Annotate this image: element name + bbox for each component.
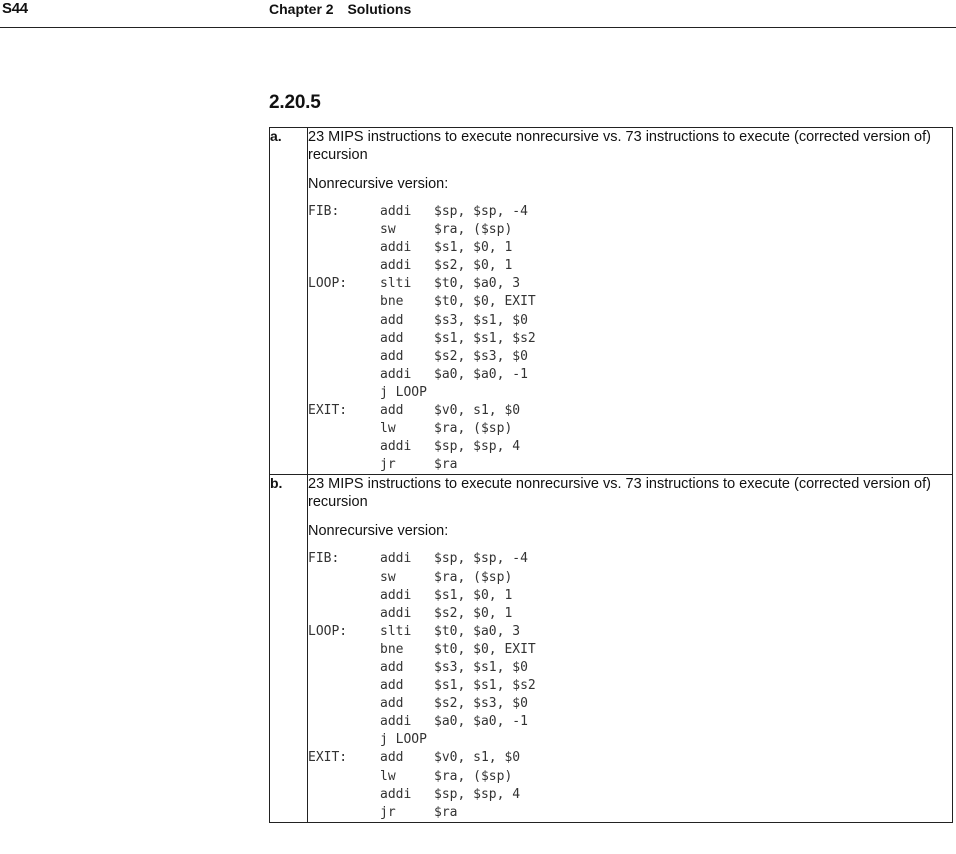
code-operands: $t0, $0, EXIT xyxy=(434,294,536,310)
code-line xyxy=(308,239,952,257)
version-label: Nonrecursive version: xyxy=(308,523,449,540)
code-label: FIB: xyxy=(308,551,340,567)
code-label xyxy=(308,768,380,786)
code-line xyxy=(308,587,952,605)
part-description: 23 MIPS instructions to execute nonrecursive vs. 73 instructions to execute (corrected version of) recursion xyxy=(308,129,931,163)
code-label: EXIT: xyxy=(308,403,348,419)
code-label xyxy=(308,293,380,311)
code-line xyxy=(308,366,952,384)
part-label: a. xyxy=(270,128,308,475)
code-label xyxy=(308,641,380,659)
code-operands: $ra, ($sp) xyxy=(434,768,513,784)
part-description: 23 MIPS instructions to execute nonrecursive vs. 73 instructions to execute (corrected version of) recursion xyxy=(308,476,931,511)
code-opcode: slti xyxy=(380,276,412,292)
code-line xyxy=(308,438,952,456)
code-opcode: addi xyxy=(380,587,412,603)
code-label: LOOP: xyxy=(308,276,348,292)
code-label xyxy=(308,239,380,257)
code-operands: $t0, $a0, 3 xyxy=(434,276,521,292)
code-opcode: lw xyxy=(380,421,396,437)
code-label xyxy=(308,695,380,713)
chapter-title: Solutions xyxy=(347,1,412,17)
code-operands: $ra, ($sp) xyxy=(434,421,513,437)
version-label: Nonrecursive version: xyxy=(308,176,449,192)
code-line xyxy=(308,641,952,659)
code-operands: $s3, $s1, $0 xyxy=(434,312,528,328)
code-label xyxy=(308,312,380,330)
code-label xyxy=(308,438,380,456)
code-line xyxy=(308,420,952,438)
code-line xyxy=(308,330,952,348)
code-line xyxy=(308,550,952,568)
code-opcode: addi xyxy=(380,204,412,219)
code-opcode: add xyxy=(380,659,404,675)
code-opcode: add xyxy=(380,312,404,328)
code-label xyxy=(308,456,380,474)
code-operands: $a0, $a0, -1 xyxy=(434,366,528,382)
section-heading: 2.20.5 xyxy=(269,92,321,113)
code-opcode: sw xyxy=(380,569,396,585)
code-opcode: addi xyxy=(380,551,412,567)
code-label xyxy=(308,713,380,731)
part-body xyxy=(308,128,953,475)
code-line xyxy=(308,623,952,641)
code-line xyxy=(308,312,952,330)
code-operands: $a0, $a0, -1 xyxy=(434,714,528,730)
code-operands: $v0, s1, $0 xyxy=(434,750,521,766)
code-opcode: addi xyxy=(380,786,412,802)
code-line xyxy=(308,257,952,275)
code-label: EXIT: xyxy=(308,750,348,766)
code-operands: $sp, $sp, -4 xyxy=(434,551,528,567)
code-opcode: j LOOP xyxy=(380,732,427,748)
code-line xyxy=(308,786,952,804)
code-label: FIB: xyxy=(308,204,340,219)
code-opcode: bne xyxy=(380,294,404,310)
part-row xyxy=(270,128,953,475)
code-label xyxy=(308,731,380,749)
code-opcode: add xyxy=(380,750,404,766)
code-label xyxy=(308,330,380,348)
code-opcode: add xyxy=(380,403,404,419)
code-line xyxy=(308,203,952,221)
code-operands: $t0, $0, EXIT xyxy=(434,641,536,657)
code-line xyxy=(308,221,952,239)
code-opcode: j LOOP xyxy=(380,384,427,400)
code-line xyxy=(308,659,952,677)
code-label xyxy=(308,804,380,822)
code-line xyxy=(308,456,952,474)
code-opcode: lw xyxy=(380,768,396,784)
code-label xyxy=(308,348,380,366)
code-opcode: addi xyxy=(380,240,412,256)
code-opcode: bne xyxy=(380,641,404,657)
code-operands: $s1, $0, 1 xyxy=(434,240,513,256)
code-operands: $ra xyxy=(434,804,458,820)
code-operands: $ra, ($sp) xyxy=(434,569,513,585)
part-label: b. xyxy=(270,475,308,822)
code-line xyxy=(308,384,952,402)
part-body xyxy=(308,475,953,822)
chapter-label: Chapter 2 xyxy=(269,1,334,17)
code-line xyxy=(308,275,952,293)
code-line xyxy=(308,293,952,311)
code-operands: $s2, $0, 1 xyxy=(434,258,513,274)
code-label xyxy=(308,587,380,605)
code-line xyxy=(308,348,952,366)
code-opcode: add xyxy=(380,348,404,364)
code-opcode: sw xyxy=(380,222,396,238)
code-operands: $sp, $sp, 4 xyxy=(434,786,521,802)
code-opcode: jr xyxy=(380,457,396,473)
code-label xyxy=(308,605,380,623)
code-label xyxy=(308,384,380,402)
code-line xyxy=(308,749,952,767)
code-operands: $s2, $s3, $0 xyxy=(434,696,528,712)
solutions-table-body xyxy=(270,128,953,823)
page-number: S44 xyxy=(2,0,28,17)
code-operands: $s1, $0, 1 xyxy=(434,587,513,603)
code-opcode: addi xyxy=(380,605,412,621)
code-line xyxy=(308,731,952,749)
code-opcode: slti xyxy=(380,623,412,639)
code-line xyxy=(308,569,952,587)
code-label xyxy=(308,569,380,587)
code-line xyxy=(308,677,952,695)
code-operands: $ra, ($sp) xyxy=(434,222,513,238)
code-line xyxy=(308,605,952,623)
code-operands: $s2, $s3, $0 xyxy=(434,348,528,364)
code-opcode: add xyxy=(380,696,404,712)
code-operands: $v0, s1, $0 xyxy=(434,403,521,419)
code-block xyxy=(308,203,952,474)
code-line xyxy=(308,695,952,713)
code-label xyxy=(308,257,380,275)
code-line xyxy=(308,804,952,822)
code-opcode: addi xyxy=(380,366,412,382)
part-row xyxy=(270,475,953,822)
solutions-table xyxy=(269,127,953,823)
code-line xyxy=(308,768,952,786)
code-label xyxy=(308,221,380,239)
running-head xyxy=(269,1,411,17)
code-opcode: add xyxy=(380,678,404,694)
code-operands: $s1, $s1, $s2 xyxy=(434,678,536,694)
page-header xyxy=(0,0,956,28)
code-operands: $s2, $0, 1 xyxy=(434,605,513,621)
code-opcode: addi xyxy=(380,258,412,274)
code-operands: $s1, $s1, $s2 xyxy=(434,330,536,346)
code-label xyxy=(308,677,380,695)
code-label xyxy=(308,420,380,438)
code-label xyxy=(308,659,380,677)
code-label: LOOP: xyxy=(308,623,348,639)
code-operands: $sp, $sp, -4 xyxy=(434,204,528,219)
code-opcode: addi xyxy=(380,714,412,730)
code-operands: $s3, $s1, $0 xyxy=(434,659,528,675)
code-line xyxy=(308,402,952,420)
code-label xyxy=(308,366,380,384)
code-opcode: jr xyxy=(380,804,396,820)
code-operands: $ra xyxy=(434,457,458,473)
code-block xyxy=(308,550,952,821)
code-operands: $sp, $sp, 4 xyxy=(434,439,521,455)
code-opcode: add xyxy=(380,330,404,346)
code-label xyxy=(308,786,380,804)
code-opcode: addi xyxy=(380,439,412,455)
code-operands: $t0, $a0, 3 xyxy=(434,623,521,639)
code-line xyxy=(308,713,952,731)
